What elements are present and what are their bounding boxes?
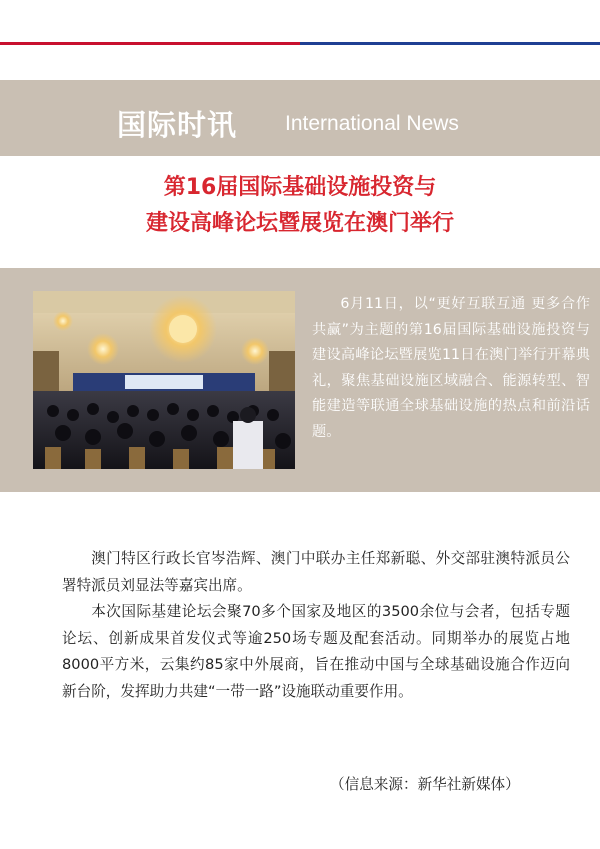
headline-line-1: 第16届国际基础设施投资与 xyxy=(163,175,437,200)
section-title-cn: 国际时讯 xyxy=(117,108,238,142)
conference-photo xyxy=(33,291,295,469)
body-paragraph-2: 本次国际基建论坛会聚70多个国家及地区的3500余位与会者，包括专题论坛、创新成果首发仪式等逾250场专题及配套活动。同期举办的展览占地8000平方米，云集约85家中外展商，旨在推动中国与全球基础设施合作迈向新台阶，发挥助力共建“一带一路”设施联动重要作用。 xyxy=(62,603,570,700)
body-paragraph-1: 澳门特区行政长官岑浩辉、澳门中联办主任郑新聪、外交部驻澳特派员公署特派员刘显法等嘉宾出席。 xyxy=(62,550,570,594)
top-divider-red xyxy=(0,42,300,45)
lead-paragraph: 6月11日，以“更好互联互通 更多合作共赢”为主题的第16届国际基础设施投资与建设高峰论坛暨展览11日在澳门举行开幕典礼，聚焦基础设施区域融合、能源转型、智能建造等联通全球基础设施的热点和前沿话题。 xyxy=(312,296,590,440)
feature-block xyxy=(0,268,600,492)
top-divider xyxy=(0,42,600,45)
top-divider-blue xyxy=(300,42,600,45)
section-banner xyxy=(0,80,600,156)
source-credit: （信息来源：新华社新媒体） xyxy=(330,776,520,793)
article-headline xyxy=(0,170,600,242)
article-body xyxy=(62,546,570,705)
section-title-en: International News xyxy=(285,112,459,135)
conference-hall-photo-icon xyxy=(33,291,295,469)
headline-line-2: 建设高峰论坛暨展览在澳门举行 xyxy=(145,211,454,236)
